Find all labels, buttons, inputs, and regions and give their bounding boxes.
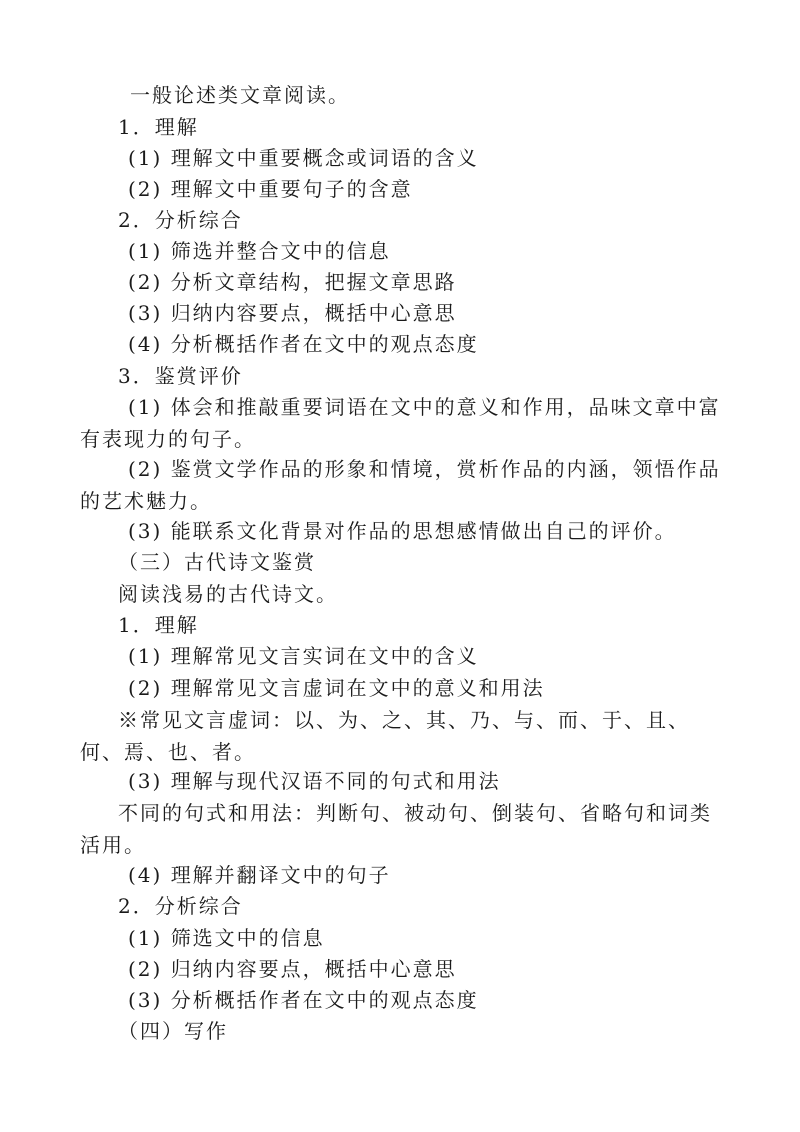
list-item: (2) 归纳内容要点，概括中心意思 bbox=[128, 957, 457, 981]
section-heading: 1．理解 bbox=[118, 613, 199, 637]
paragraph: (1) 体会和推敲重要词语在文中的意义和作用，品味文章中富有表现力的句子。 bbox=[80, 395, 721, 451]
intro-line: 阅读浅易的古代诗文。 bbox=[118, 582, 338, 606]
list-item: (1) 筛选文中的信息 bbox=[128, 926, 325, 950]
list-item: (4) 理解并翻译文中的句子 bbox=[128, 863, 391, 887]
section-heading: 2．分析综合 bbox=[118, 894, 243, 918]
list-item: (3) 归纳内容要点，概括中心意思 bbox=[128, 301, 457, 325]
paragraph: 不同的句式和用法：判断句、被动句、倒装句、省略句和词类活用。 bbox=[80, 801, 712, 857]
list-item: (1) 理解文中重要概念或词语的含义 bbox=[128, 146, 479, 170]
list-item: (1) 理解常见文言实词在文中的含义 bbox=[128, 644, 479, 668]
list-item: (4) 分析概括作者在文中的观点态度 bbox=[128, 332, 479, 356]
list-item: (2) 分析文章结构，把握文章思路 bbox=[128, 270, 457, 294]
section-heading: 2．分析综合 bbox=[118, 208, 243, 232]
paragraph: ※常见文言虚词：以、为、之、其、乃、与、而、于、且、何、焉、也、者。 bbox=[80, 708, 690, 764]
section-heading: 3．鉴赏评价 bbox=[118, 364, 243, 388]
list-item: (2) 理解文中重要句子的含意 bbox=[128, 177, 413, 201]
paragraph: (2) 鉴赏文学作品的形象和情境，赏析作品的内涵，领悟作品的艺术魅力。 bbox=[80, 457, 721, 513]
list-item: (3) 分析概括作者在文中的观点态度 bbox=[128, 988, 479, 1012]
list-item: (3) 理解与现代汉语不同的句式和用法 bbox=[128, 769, 501, 793]
list-item: (3) 能联系文化背景对作品的思想感情做出自己的评价。 bbox=[128, 519, 677, 543]
section-title: （四）写作 bbox=[118, 1019, 228, 1043]
intro-line: 一般论述类文章阅读。 bbox=[130, 83, 350, 107]
list-item: (1) 筛选并整合文中的信息 bbox=[128, 239, 391, 263]
list-item: (2) 理解常见文言虚词在文中的意义和用法 bbox=[128, 676, 545, 700]
section-heading: 1．理解 bbox=[118, 115, 199, 139]
section-title: （三）古代诗文鉴赏 bbox=[118, 550, 316, 574]
